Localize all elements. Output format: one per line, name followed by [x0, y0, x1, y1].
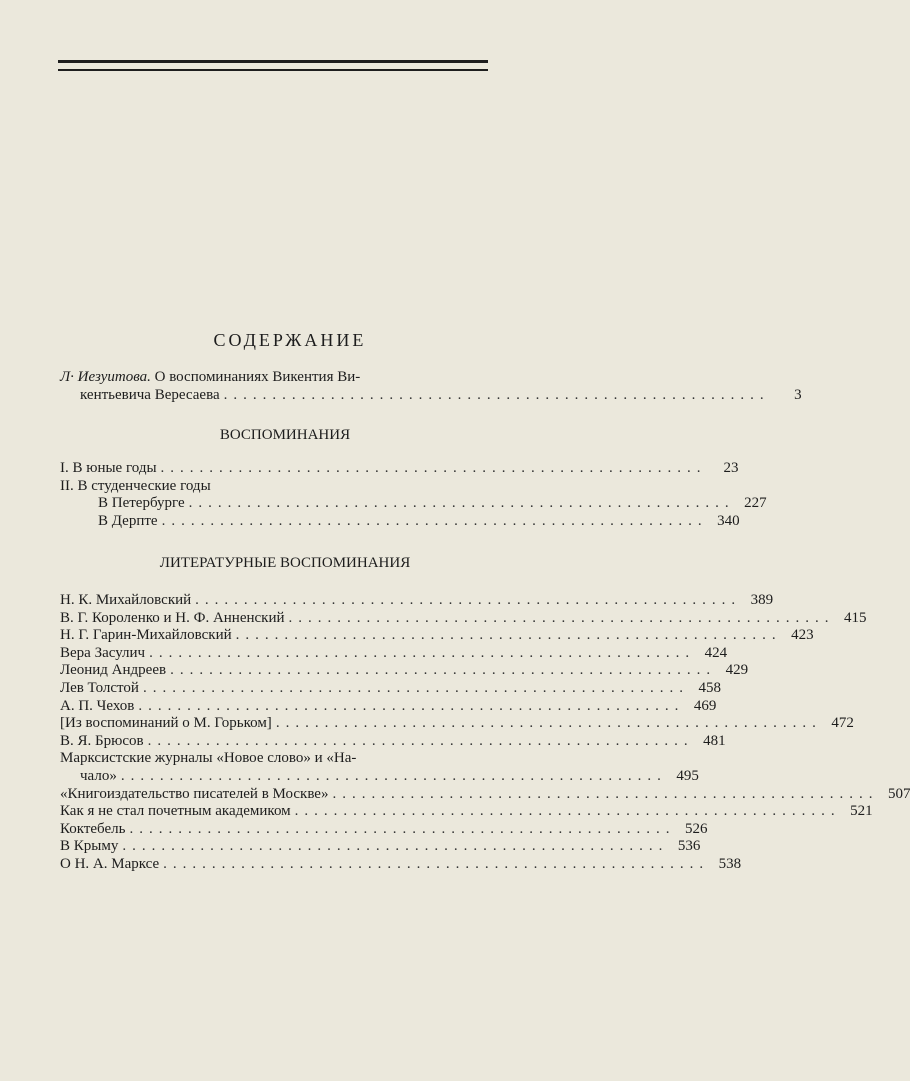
entry-title: Н. К. Михайловский: [60, 592, 192, 608]
page-number: 495: [676, 767, 699, 784]
leader-dots: ........................................................: [142, 679, 689, 696]
toc-entry: [60, 512, 740, 531]
section-heading-memoirs: ВОСПОМИНАНИЯ: [219, 427, 351, 443]
leader-dots: ........................................................: [163, 855, 710, 872]
leader-dots: ........................................................: [288, 609, 835, 626]
toc-entry: [60, 460, 739, 478]
toc-entry: [60, 679, 721, 698]
entry-title: Н. Г. Гарин-Михайловский: [60, 627, 232, 644]
entry-title: чало»: [80, 767, 117, 784]
leader-dots: ........................................................: [195, 592, 742, 608]
leader-dots: ........................................................: [138, 697, 685, 714]
intro-line-2: [60, 386, 802, 405]
page-number: 458: [698, 679, 721, 696]
toc-entry: [60, 767, 699, 786]
toc-entry: [60, 785, 910, 804]
page-number: 424: [704, 644, 728, 661]
page-number: 227: [744, 495, 767, 512]
entry-title: В. Я. Брюсов: [60, 732, 144, 749]
intro-line-1: [60, 369, 492, 387]
intro-author: Л· Иезуитова.: [60, 369, 151, 385]
toc-entry: [60, 732, 726, 751]
toc-entry: [60, 478, 492, 496]
intro-title-part1: О воспоминаниях Викентия Ви-: [150, 369, 361, 385]
entry-title: Коктебель: [60, 820, 126, 837]
top-rule-thin: [58, 69, 488, 71]
page-number: 472: [831, 715, 854, 732]
page-number: 23: [723, 460, 739, 476]
entry-title: А. П. Чехов: [60, 697, 135, 714]
leader-dots: ........................................................: [147, 732, 694, 749]
page-number: 423: [791, 627, 814, 644]
entry-title: В Петербурге: [98, 495, 185, 512]
page-number: 521: [850, 803, 873, 820]
page-number: 3: [794, 386, 802, 403]
toc-entry: [60, 627, 814, 645]
toc-entry: [60, 820, 708, 839]
page-number: 415: [844, 609, 867, 626]
leader-dots: ........................................................: [120, 767, 667, 784]
entry-title: Леонид Андреев: [60, 662, 167, 679]
top-rule-thick: [58, 60, 488, 63]
page-number: 536: [677, 838, 701, 855]
memoirs-list: [60, 460, 767, 530]
page-number: 538: [718, 855, 742, 872]
entry-title: Лев Толстой: [60, 679, 139, 696]
page-number: 481: [703, 732, 726, 749]
intro-title-part2: кентьевича Вересаева: [80, 386, 220, 403]
leader-dots: ........................................................: [160, 460, 707, 476]
toc-entry: [60, 750, 492, 768]
page-number: 389: [750, 592, 774, 608]
entry-title: [Из воспоминаний о М. Горьком]: [60, 715, 272, 732]
entry-title: Как я не стал почетным академиком: [60, 803, 291, 820]
entry-title: В Дерпте: [98, 512, 158, 529]
leader-dots: ........................................................: [223, 386, 770, 403]
leader-dots: ........................................................: [161, 512, 708, 529]
toc-entry: [60, 662, 749, 680]
entry-title: «Книгоиздательство писателей в Москве»: [60, 785, 329, 802]
entry-title: II. В студенческие годы: [60, 477, 211, 494]
section-heading-literary-memoirs: ЛИТЕРАТУРНЫЕ ВОСПОМИНАНИЯ: [159, 555, 411, 571]
page-number: 340: [717, 512, 740, 529]
leader-dots: ........................................................: [235, 627, 782, 644]
contents-title: СОДЕРЖАНИЕ: [213, 330, 367, 350]
toc-entry: [60, 592, 774, 610]
entry-title: Вера Засулич: [60, 644, 146, 661]
toc-entry: [60, 495, 767, 513]
page-number: 429: [725, 662, 749, 679]
entry-title: I. В юные годы: [60, 460, 157, 476]
leader-dots: ........................................................: [122, 838, 669, 855]
leader-dots: ........................................................: [129, 820, 676, 837]
leader-dots: ........................................................: [275, 715, 822, 732]
page-number: 507: [887, 785, 910, 802]
leader-dots: ........................................................: [188, 495, 735, 512]
toc-entry: [60, 609, 867, 628]
page-number: 469: [693, 697, 717, 714]
leader-dots: ........................................................: [170, 662, 717, 679]
entry-title: В Крыму: [60, 838, 119, 855]
toc-entry: [60, 855, 742, 874]
page-number: 526: [684, 820, 708, 837]
leader-dots: ........................................................: [332, 785, 879, 802]
entry-title: О Н. А. Марксе: [60, 855, 160, 872]
toc-entry: [60, 803, 873, 821]
intro-entry: [60, 369, 802, 404]
leader-dots: ........................................................: [294, 803, 841, 820]
leader-dots: ........................................................: [149, 644, 696, 661]
toc-entry: [60, 715, 854, 733]
toc-entry: [60, 644, 728, 663]
toc-entry: [60, 697, 717, 716]
toc-entry: [60, 838, 701, 856]
entry-title: В. Г. Короленко и Н. Ф. Анненский: [60, 609, 285, 626]
literary-memoirs-list: [60, 592, 910, 874]
entry-title: Марксистские журналы «Новое слово» и «На-: [60, 750, 357, 767]
